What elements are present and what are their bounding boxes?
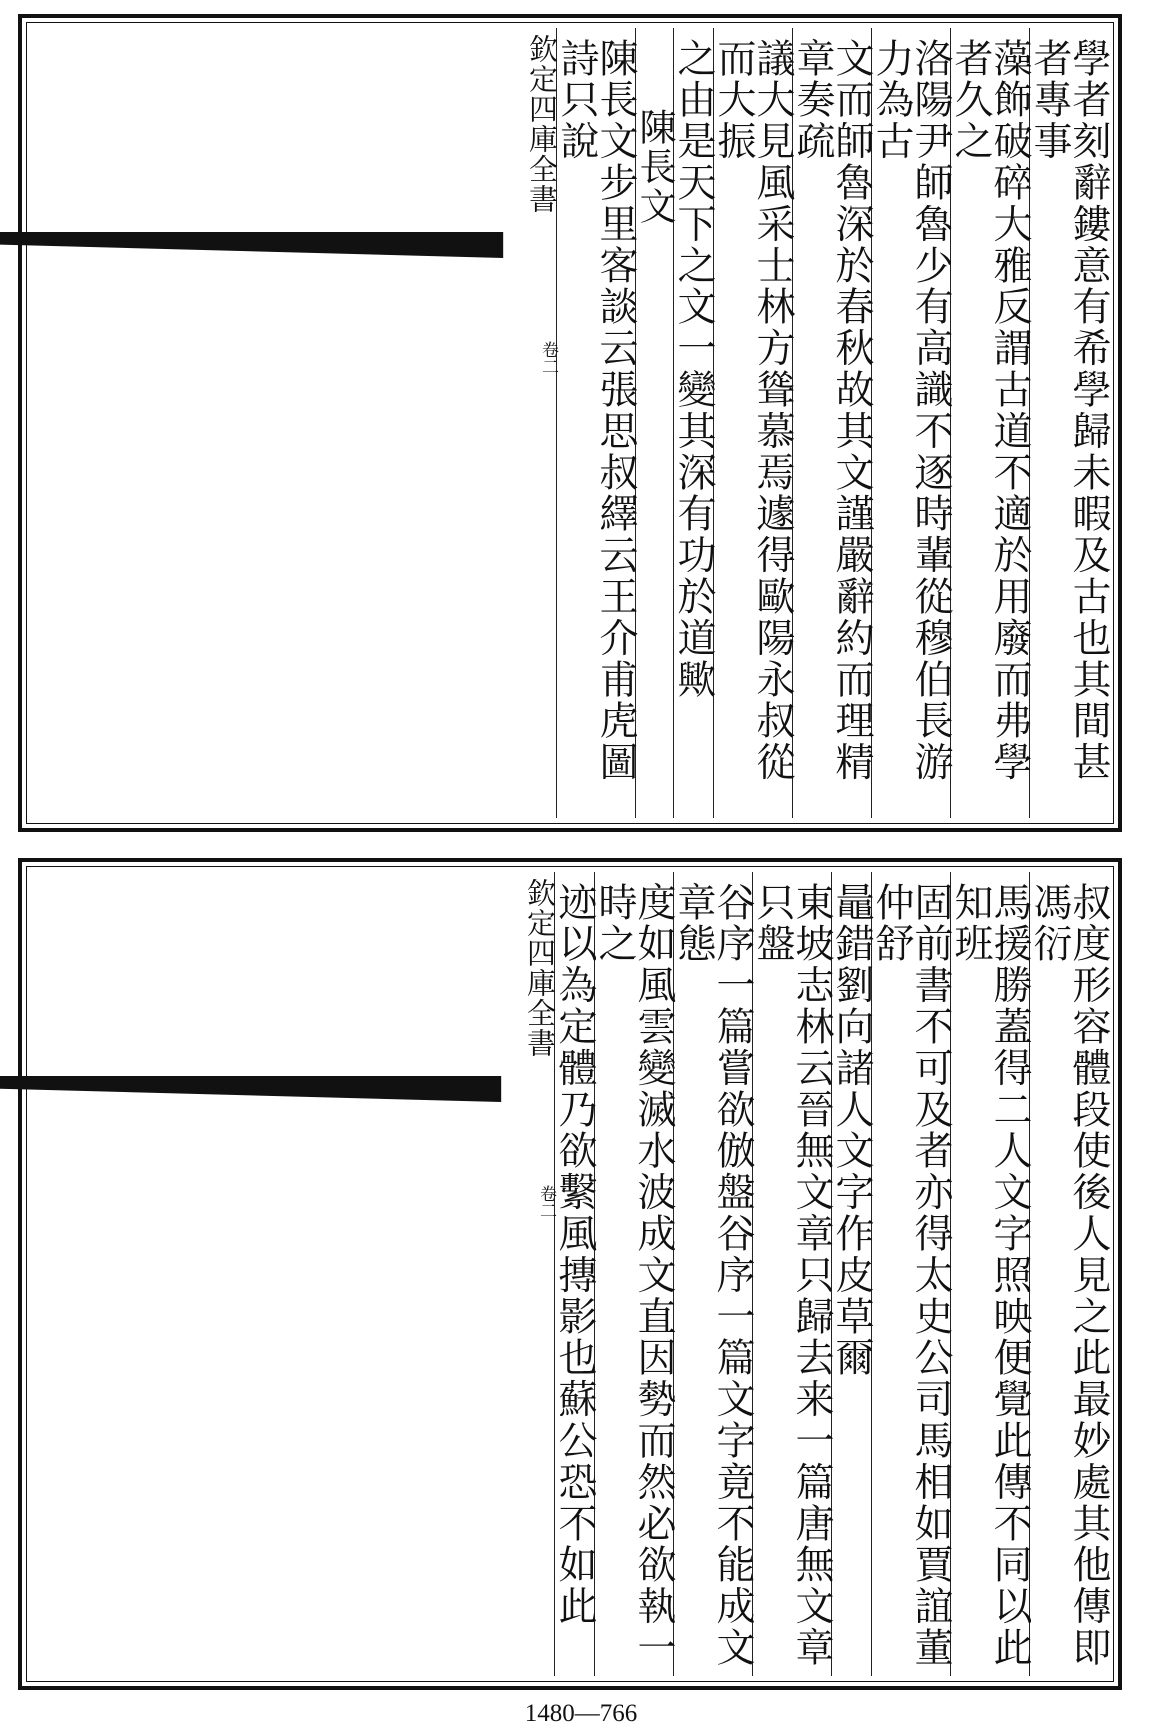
text-column: 陳長文步里客談云張思叔繹云王介甫虎圖詩只說 xyxy=(556,28,635,818)
text-column: 藻飾破碎大雅反謂古道不適於用廢而弗學者久之 xyxy=(950,28,1029,818)
text-column: 之由是天下之文一變其深有功於道歟 xyxy=(673,28,713,818)
gutter-title: 欽定四庫全書 xyxy=(523,878,557,1058)
text-column: 文而師魯深於春秋故其文謹嚴辭約而理精章奏疏 xyxy=(792,28,871,818)
text-column: 迹以為定體乃欲繫風摶影也蘇公恐不如此 xyxy=(554,872,594,1676)
section-heading: 陳長文 xyxy=(635,28,673,818)
text-column: 馬援勝蓋得二人文字照映便覺此傳不同以此知班 xyxy=(950,872,1029,1676)
text-column: 學者刻辭鏤意有希學歸未暇及古也其間甚者專事 xyxy=(1029,28,1108,818)
fish-tail-mark-icon xyxy=(0,1074,554,1104)
center-gutter xyxy=(0,872,557,1676)
text-column: 谷序一篇嘗欲倣盤谷序一篇文字竟不能成文章態 xyxy=(673,872,752,1676)
fish-tail-mark-icon xyxy=(0,230,556,260)
text-column: 議大見風采士林方聳慕焉遽得歐陽永叔從而大振 xyxy=(713,28,792,818)
top-columns xyxy=(32,28,1111,818)
gutter-title: 欽定四庫全書 xyxy=(525,34,559,214)
bottom-columns xyxy=(32,872,1111,1676)
text-column: 固前書不可及者亦得太史公司馬相如賈誼董仲舒 xyxy=(871,872,950,1676)
center-gutter xyxy=(0,28,559,818)
text-column: 鼂錯劉向諸人文字作皮草爾 xyxy=(831,872,871,1676)
gutter-volume: 卷二 xyxy=(538,341,558,375)
top-page xyxy=(18,14,1122,832)
text-column: 度如風雲變滅水波成文直因勢而然必欲執一時之 xyxy=(594,872,673,1676)
text-column: 東坡志林云晉無文章只歸去来一篇唐無文章只盤 xyxy=(752,872,831,1676)
text-column: 洛陽尹師魯少有高識不逐時輩從穆伯長游力為古 xyxy=(871,28,950,818)
text-column: 叔度形容體段使後人見之此最妙處其他傳即馮衍 xyxy=(1029,872,1108,1676)
gutter-volume: 卷二 xyxy=(536,1185,556,1219)
page-footer-number: 1480—766 xyxy=(524,1700,638,1727)
bottom-page xyxy=(18,858,1122,1690)
